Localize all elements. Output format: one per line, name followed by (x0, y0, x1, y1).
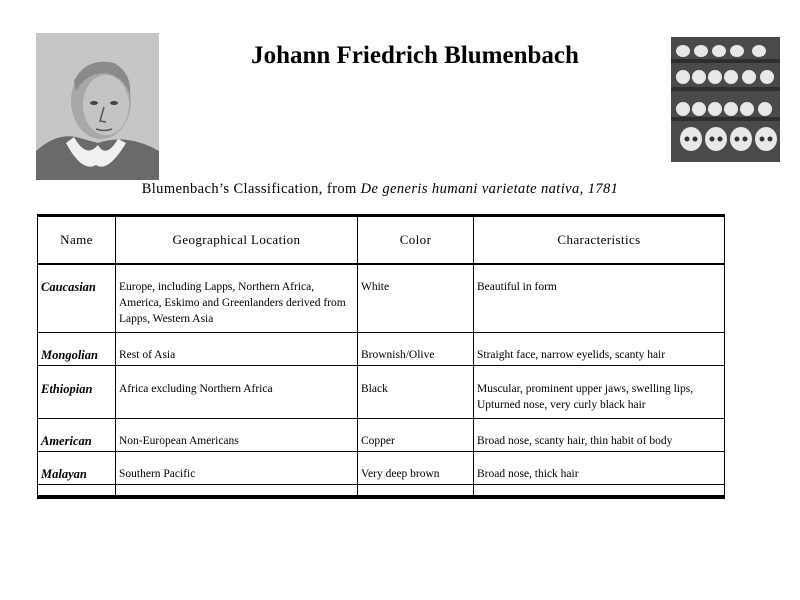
column-header-color: Color (358, 216, 474, 265)
cell-name: Ethiopian (38, 366, 116, 419)
table-row (38, 419, 725, 452)
cell-characteristics: Straight face, narrow eyelids, scanty hair (474, 333, 725, 366)
table-caption (40, 181, 720, 198)
table-row (38, 452, 725, 485)
cell-location: Rest of Asia (116, 333, 358, 366)
cell-color: White (358, 264, 474, 333)
cell-location: Africa excluding Northern Africa (116, 366, 358, 419)
cell-empty (474, 485, 725, 498)
table-row (38, 366, 725, 419)
table-row (38, 264, 725, 333)
table-row-empty (38, 485, 725, 498)
cell-empty (116, 485, 358, 498)
skull-collection-image (671, 37, 780, 162)
page-title: Johann Friedrich Blumenbach (251, 42, 579, 69)
cell-characteristics: Beautiful in form (474, 264, 725, 333)
cell-color: Black (358, 366, 474, 419)
cell-empty (358, 485, 474, 498)
classification-table (37, 214, 724, 499)
cell-name: American (38, 419, 116, 452)
column-header-location: Geographical Location (116, 216, 358, 265)
cell-location: Non-European Americans (116, 419, 358, 452)
cell-location: Europe, including Lapps, Northern Africa, America, Eskimo and Greenlanders derived from Lapps, Western Asia (116, 264, 358, 333)
table-header-row (38, 216, 725, 265)
portrait-image (36, 33, 159, 180)
cell-name: Malayan (38, 452, 116, 485)
cell-characteristics: Muscular, prominent upper jaws, swelling lips, Upturned nose, very curly black hair (474, 366, 725, 419)
cell-name: Mongolian (38, 333, 116, 366)
cell-color: Brownish/Olive (358, 333, 474, 366)
cell-location: Southern Pacific (116, 452, 358, 485)
cell-characteristics: Broad nose, thick hair (474, 452, 725, 485)
caption-text: Blumenbach’s Classification, from (141, 181, 361, 197)
cell-empty (38, 485, 116, 498)
cell-characteristics: Broad nose, scanty hair, thin habit of body (474, 419, 725, 452)
column-header-name: Name (38, 216, 116, 265)
table-row (38, 333, 725, 366)
column-header-characteristics: Characteristics (474, 216, 725, 265)
caption-work-title: De generis humani varietate nativa, 1781 (360, 181, 619, 197)
cell-name: Caucasian (38, 264, 116, 333)
cell-color: Copper (358, 419, 474, 452)
cell-color: Very deep brown (358, 452, 474, 485)
